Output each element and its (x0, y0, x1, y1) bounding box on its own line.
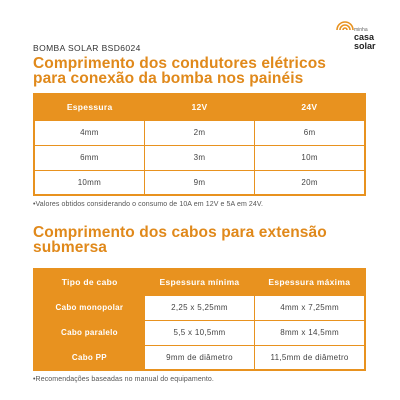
table-cell: 4mm (34, 120, 144, 145)
section2-title (33, 225, 327, 255)
row-header-cell: Cabo PP (34, 345, 144, 370)
table-cell: 4mm x 7,25mm (255, 295, 365, 320)
table-row (34, 170, 365, 195)
cable-extension-table (33, 268, 366, 371)
section1-title-line1: Comprimento dos condutores elétricos (33, 55, 326, 72)
brand-line2: casa (354, 32, 375, 42)
header-cell: Tipo de cabo (34, 269, 144, 295)
table-cell: 5,5 x 10,5mm (144, 320, 254, 345)
table-cell: 2,25 x 5,25mm (144, 295, 254, 320)
table-row (34, 120, 365, 145)
section1-note: •Valores obtidos considerando o consumo de 10A em 12V e 5A em 24V. (33, 201, 264, 208)
table-header-row (34, 269, 365, 295)
section1-title (33, 56, 326, 86)
section2-note: •Recomendações baseadas no manual do equipamento. (33, 376, 214, 383)
section2-title-line1: Comprimento dos cabos para extensão (33, 224, 327, 241)
header-cell: Espessura mínima (144, 269, 254, 295)
brand-logo (334, 16, 386, 50)
row-header-cell: Cabo paralelo (34, 320, 144, 345)
header-cell: Espessura (34, 94, 144, 120)
brand-line3: solar (354, 41, 376, 51)
table-cell: 6m (255, 120, 365, 145)
product-code: BOMBA SOLAR BSD6024 (33, 43, 141, 53)
table-cell: 8mm x 14,5mm (255, 320, 365, 345)
table-cell: 20m (255, 170, 365, 195)
table-cell: 2m (144, 120, 254, 145)
table-cell: 6mm (34, 145, 144, 170)
table-header-row (34, 94, 365, 120)
header-cell: Espessura máxima (255, 269, 365, 295)
row-header-cell: Cabo monopolar (34, 295, 144, 320)
table-cell: 9mm de diâmetro (144, 345, 254, 370)
table-row (34, 345, 365, 370)
brand-line1: minha (354, 27, 368, 33)
table-row (34, 320, 365, 345)
table-row (34, 145, 365, 170)
section2-title-line2: submersa (33, 239, 108, 256)
table-cell: 11,5mm de diâmetro (255, 345, 365, 370)
table-row (34, 295, 365, 320)
conductor-length-table (33, 93, 366, 196)
table-cell: 3m (144, 145, 254, 170)
table-cell: 9m (144, 170, 254, 195)
sun-icon (334, 16, 356, 32)
header-cell: 12V (144, 94, 254, 120)
header-cell: 24V (255, 94, 365, 120)
table-cell: 10m (255, 145, 365, 170)
section1-title-line2: para conexão da bomba nos painéis (33, 70, 304, 87)
table-cell: 10mm (34, 170, 144, 195)
